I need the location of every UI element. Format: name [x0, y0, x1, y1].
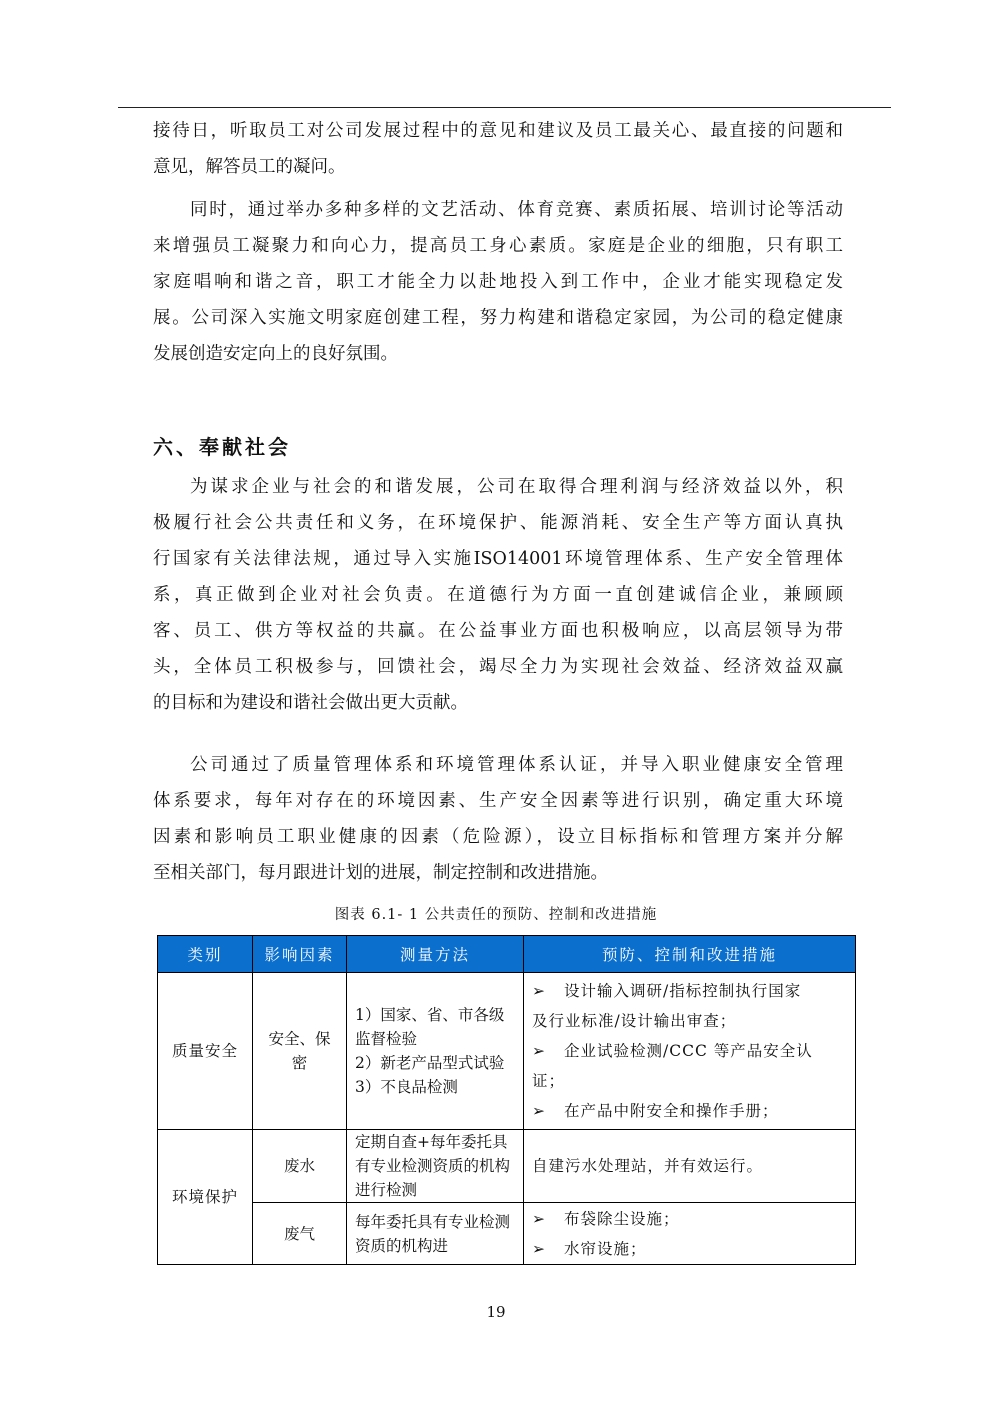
cell-measures — [524, 973, 856, 1130]
cell-method: 定期自查+每年委托具有专业检测资质的机构进行检测 — [347, 1130, 524, 1203]
table-row — [158, 1203, 856, 1265]
paragraph-3 — [153, 469, 843, 721]
text-line: 为谋求企业与社会的和谐发展，公司在取得合理利润与经济效益以外，积 — [190, 477, 843, 497]
arrow-bullet-icon: ➢ — [532, 1102, 546, 1120]
paragraph-2 — [153, 192, 843, 372]
cell-factor: 废水 — [253, 1130, 347, 1203]
cell-category: 质量安全 — [158, 973, 253, 1130]
bullet-text: 设计输入调研/指标控制执行国家 — [564, 982, 802, 1000]
table-row — [158, 973, 856, 1130]
text-line: 公司通过了质量管理体系和环境管理体系认证，并导入职业健康安全管理 — [190, 755, 843, 775]
header-measures: 预防、控制和改进措施 — [524, 936, 856, 973]
header-rule — [118, 107, 891, 108]
bullet-item — [532, 1204, 847, 1234]
header-method: 测量方法 — [347, 936, 524, 973]
responsibility-table — [157, 935, 856, 1265]
text-line: 的目标和为建设和谐社会做出更大贡献。 — [153, 693, 468, 713]
cell-method: 每年委托具有专业检测资质的机构进 — [347, 1203, 524, 1265]
bullet-text: 布袋除尘设施； — [564, 1209, 680, 1228]
cell-measures — [524, 1203, 856, 1265]
method-line: 1）国家、省、市各级监督检验 — [355, 1006, 505, 1048]
cell-factor: 安全、保密 — [253, 973, 347, 1130]
cell-measures: 自建污水处理站，并有效运行。 — [524, 1130, 856, 1203]
text-line: 家庭唱响和谐之音，职工才能全力以赴地投入到工作中，企业才能实现稳定发 — [153, 272, 843, 292]
bullet-item — [532, 1096, 847, 1126]
bullet-item — [532, 1036, 847, 1066]
text-line: 展。公司深入实施文明家庭创建工程，努力构建和谐稳定家园，为公司的稳定健康 — [153, 308, 843, 328]
bullet-text: 企业试验检测/CCC 等产品安全认 — [564, 1042, 813, 1060]
table-row — [158, 1130, 856, 1203]
text-line: 头，全体员工积极参与，回馈社会，竭尽全力为实现社会效益、经济效益双赢 — [153, 657, 843, 677]
method-line: 2）新老产品型式试验 — [355, 1054, 505, 1072]
arrow-bullet-icon: ➢ — [532, 1239, 546, 1258]
arrow-bullet-icon: ➢ — [532, 982, 546, 1000]
method-line: 3）不良品检测 — [355, 1078, 458, 1096]
arrow-bullet-icon: ➢ — [532, 1042, 546, 1060]
text-line: 极履行社会公共责任和义务，在环境保护、能源消耗、安全生产等方面认真执 — [153, 513, 843, 533]
paragraph-4 — [153, 747, 843, 891]
cell-category: 环境保护 — [158, 1130, 253, 1265]
page-number: 19 — [486, 1303, 506, 1321]
table-header-row — [158, 936, 856, 973]
table-caption: 图表 6.1- 1 公共责任的预防、控制和改进措施 — [334, 907, 658, 923]
text-line: 接待日，听取员工对公司发展过程中的意见和建议及员工最关心、最直接的问题和 — [153, 121, 843, 141]
text-line: 同时，通过举办多种多样的文艺活动、体育竞赛、素质拓展、培训讨论等活动 — [190, 200, 843, 220]
text-line: 至相关部门，每月跟进计划的进展，制定控制和改进措施。 — [153, 863, 608, 883]
bullet-item — [532, 976, 847, 1006]
text-line: 来增强员工凝聚力和向心力，提高员工身心素质。家庭是企业的细胞，只有职工 — [153, 236, 843, 256]
arrow-bullet-icon: ➢ — [532, 1209, 546, 1228]
bullet-item — [532, 1234, 847, 1264]
text-line: 行国家有关法律法规，通过导入实施ISO14001环境管理体系、生产安全管理体 — [153, 549, 843, 569]
cell-method — [347, 973, 524, 1130]
text-line: 体系要求，每年对存在的环境因素、生产安全因素等进行识别，确定重大环境 — [153, 791, 843, 811]
bullet-text: 水帘设施； — [564, 1239, 647, 1258]
text-line: 因素和影响员工职业健康的因素（危险源），设立目标指标和管理方案并分解 — [153, 827, 843, 847]
bullet-continuation: 及行业标准/设计输出审查； — [532, 1012, 737, 1030]
text-line: 系，真正做到企业对社会负责。在道德行为方面一直创建诚信企业，兼顾顾 — [153, 585, 843, 605]
header-category: 类别 — [158, 936, 253, 973]
bullet-text: 在产品中附安全和操作手册； — [564, 1102, 779, 1120]
text-line: 发展创造安定向上的良好氛围。 — [153, 344, 398, 364]
bullet-continuation: 证； — [532, 1072, 566, 1090]
section-heading: 六、奉献社会 — [153, 435, 291, 459]
text-line: 客、员工、供方等权益的共赢。在公益事业方面也积极响应，以高层领导为带 — [153, 621, 843, 641]
cell-factor: 废气 — [253, 1203, 347, 1265]
header-factor: 影响因素 — [253, 936, 347, 973]
text-line: 意见，解答员工的凝问。 — [153, 157, 346, 177]
paragraph-1 — [153, 113, 843, 185]
